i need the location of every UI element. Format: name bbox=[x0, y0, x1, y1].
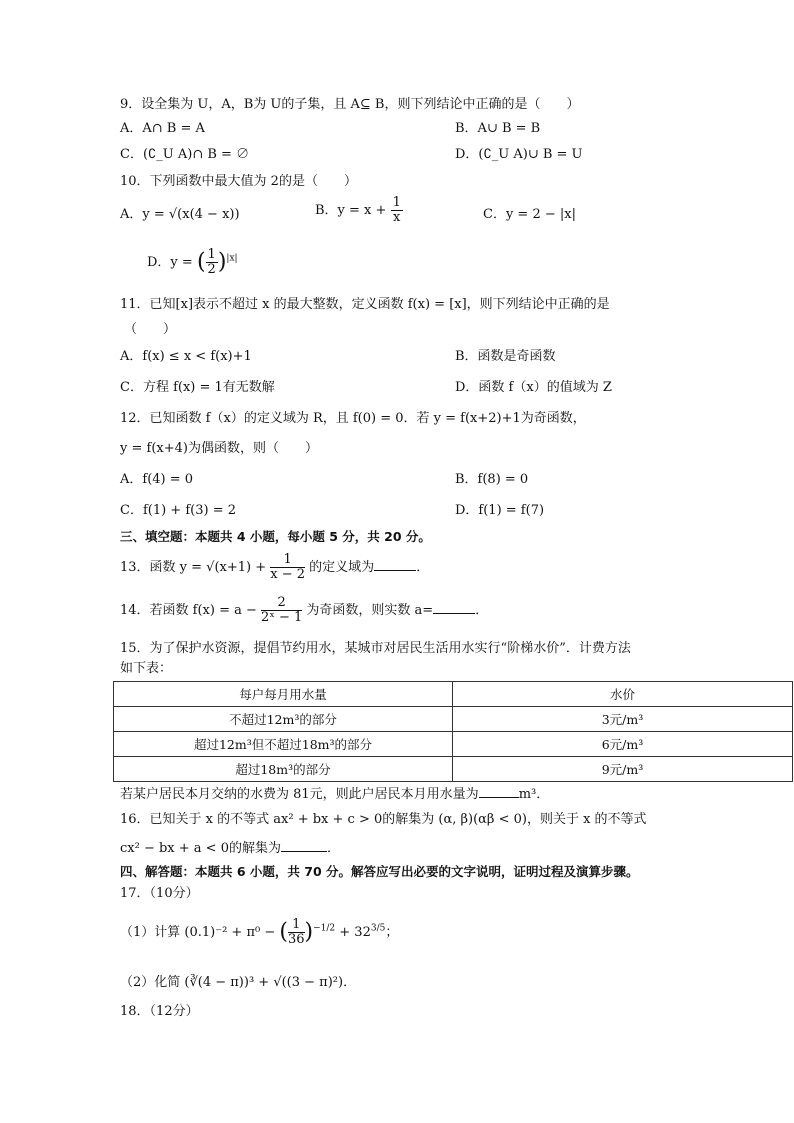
table-header-row bbox=[114, 682, 793, 707]
section-3-heading: 三、填空题：本题共 4 小题，每小题 5 分，共 20 分。 bbox=[120, 529, 431, 544]
q10-option-c: C．y = 2 − |x| bbox=[483, 207, 576, 222]
q17-p1-end: ； bbox=[385, 925, 399, 940]
q10-b-num: 1 bbox=[392, 195, 401, 210]
table-cell: 9元/m³ bbox=[453, 757, 793, 782]
q12-option-b: B．f(8) = 0 bbox=[455, 472, 529, 487]
q13-den: x − 2 bbox=[270, 567, 306, 582]
q9-option-d: D．(∁_U A)∪ B = U bbox=[455, 147, 583, 162]
q14-suffix: 为奇函数，则实数 a= bbox=[306, 603, 434, 618]
q14: 14．若函数 f(x) = a − $\frac{2}{\text{2ˣ − 1}}$ 为奇函数，则实数 a= ． bbox=[120, 595, 489, 625]
q9-option-c: C．(∁_U A)∩ B = ∅ bbox=[120, 147, 250, 162]
q13-num: 1 bbox=[270, 553, 305, 568]
q10-option-d: D．y = ( $\frac{1}{2}$ )$^{|x|}$ bbox=[147, 247, 238, 277]
q15-stem-2: 如下表： bbox=[120, 661, 173, 676]
table-cell: 6元/m³ bbox=[453, 732, 793, 757]
q17-part2: （2）化简 (∛(4 − π))³ + √((3 − π)²)． bbox=[120, 975, 357, 990]
q12-option-d: D．f(1) = f(7) bbox=[455, 503, 545, 518]
q13-suffix: 的定义域为 bbox=[309, 560, 375, 575]
q10-b-prefix: B．y = x + bbox=[315, 203, 387, 218]
table-row bbox=[114, 732, 793, 757]
q17-p1-suffix: + 32 bbox=[339, 925, 371, 940]
table-row bbox=[114, 707, 793, 732]
q17-p1-den: 36 bbox=[287, 932, 305, 947]
q15-after bbox=[120, 786, 549, 804]
table-cell: 3元/m³ bbox=[453, 707, 793, 732]
q12-stem: 12．已知函数 f（x）的定义域为 R，且 f(0) = 0．若 y = f(x+2)+1为奇函数， bbox=[120, 411, 586, 426]
q10-d-num: 1 bbox=[207, 247, 216, 262]
table-cell: 超过18m³的部分 bbox=[114, 757, 453, 782]
q11-option-d: D．函数 f（x）的值域为 Z bbox=[455, 380, 612, 395]
q17-heading: 17．（10分） bbox=[120, 886, 199, 901]
q17-p1-prefix: （1）计算 (0.1)⁻² + π⁰ − bbox=[120, 925, 276, 940]
q12-stem-2: y = f(x+4)为偶函数，则（ ） bbox=[120, 441, 318, 456]
q15-after-prefix: 若某户居民本月交纳的水费为 81元，则此户居民本月用水量为 bbox=[120, 787, 479, 802]
q17-p1-exp: −1/2 bbox=[313, 923, 336, 934]
q11-option-c: C．方程 f(x) = 1有无数解 bbox=[120, 380, 275, 395]
q14-blank bbox=[433, 613, 475, 614]
table-header-price: 水价 bbox=[453, 682, 793, 707]
q16-stem: 16．已知关于 x 的不等式 ax² + bx + c > 0的解集为 (α, β)(αβ < 0)，则关于 x 的不等式 bbox=[120, 812, 647, 827]
q15-after-suffix: m³． bbox=[518, 787, 550, 802]
table-header-usage: 每户每月用水量 bbox=[114, 682, 453, 707]
q11-stem: 11．已知[x]表示不超过 x 的最大整数，定义函数 f(x) = [x]，则下列结论中正确的是 bbox=[120, 297, 610, 312]
q14-prefix: 14．若函数 f(x) = a − bbox=[120, 603, 257, 618]
q10-d-prefix: D．y = bbox=[147, 255, 193, 270]
q12-option-c: C．f(1) + f(3) = 2 bbox=[120, 503, 236, 518]
q10-option-b bbox=[315, 196, 403, 225]
q14-den: 2ˣ − 1 bbox=[261, 610, 303, 625]
q10-d-den: 2 bbox=[207, 262, 216, 277]
q17-part1: （1）计算 (0.1)⁻² + π⁰ − ( $\frac{1}{36}$ )$^{-1/2} + 32^{3/5}$； bbox=[120, 917, 399, 947]
q14-fraction bbox=[261, 596, 302, 625]
q13: 13．函数 y = √(x+1) + $\frac{1}{x - 2}$ 的定义域为 ． bbox=[120, 552, 430, 582]
table-cell: 超过12m³但不超过18m³的部分 bbox=[114, 732, 453, 757]
q17-p1-fraction bbox=[288, 918, 305, 947]
q10-d-fraction bbox=[206, 248, 218, 277]
section-4-heading: 四、解答题：本题共 6 小题，共 70 分。解答应写出必要的文字说明，证明过程及演算步骤。 bbox=[120, 864, 639, 879]
q11-option-a: A．f(x) ≤ x < f(x)+1 bbox=[120, 349, 252, 364]
table-row bbox=[114, 757, 793, 782]
q13-prefix: 13．函数 y = √(x+1) + bbox=[120, 560, 267, 575]
q11-option-b: B．函数是奇函数 bbox=[455, 349, 556, 364]
q14-num: 2 bbox=[261, 596, 302, 611]
q9-option-a: A．A∩ B = A bbox=[120, 121, 205, 136]
q15-stem: 15．为了保护水资源，提倡节约用水，某城市对居民生活用水实行“阶梯水价”．计费方法 bbox=[120, 641, 631, 656]
q13-fraction bbox=[270, 553, 305, 582]
q16-blank bbox=[281, 851, 327, 852]
q15-blank bbox=[479, 797, 519, 798]
water-price-table bbox=[113, 681, 793, 782]
q18-heading: 18．（12分） bbox=[120, 1004, 199, 1019]
q11-stem-2: （ ） bbox=[124, 322, 177, 337]
table-cell: 不超过12m³的部分 bbox=[114, 707, 453, 732]
q10-option-a: A．y = √(x(4 − x)) bbox=[120, 207, 240, 222]
q16-stem-2: cx² − bx + a < 0的解集为 bbox=[120, 841, 281, 856]
q9-option-b: B．A∪ B = B bbox=[455, 121, 541, 136]
q16-stem-2-wrap: cx² − bx + a < 0的解集为 ． bbox=[120, 841, 340, 856]
q13-blank bbox=[374, 570, 416, 571]
q17-p1-exp2: 3/5 bbox=[370, 923, 386, 934]
q10-b-fraction bbox=[391, 196, 403, 225]
q10-d-exp: |x| bbox=[226, 253, 238, 264]
q17-p1-num: 1 bbox=[288, 918, 305, 933]
q10-b-den: x bbox=[393, 210, 401, 225]
q12-option-a: A．f(4) = 0 bbox=[120, 472, 194, 487]
q10-stem: 10．下列函数中最大值为 2的是（ ） bbox=[120, 174, 357, 189]
q9-stem: 9．设全集为 U，A，B为 U的子集，且 A⊆ B，则下列结论中正确的是（ ） bbox=[120, 97, 580, 112]
